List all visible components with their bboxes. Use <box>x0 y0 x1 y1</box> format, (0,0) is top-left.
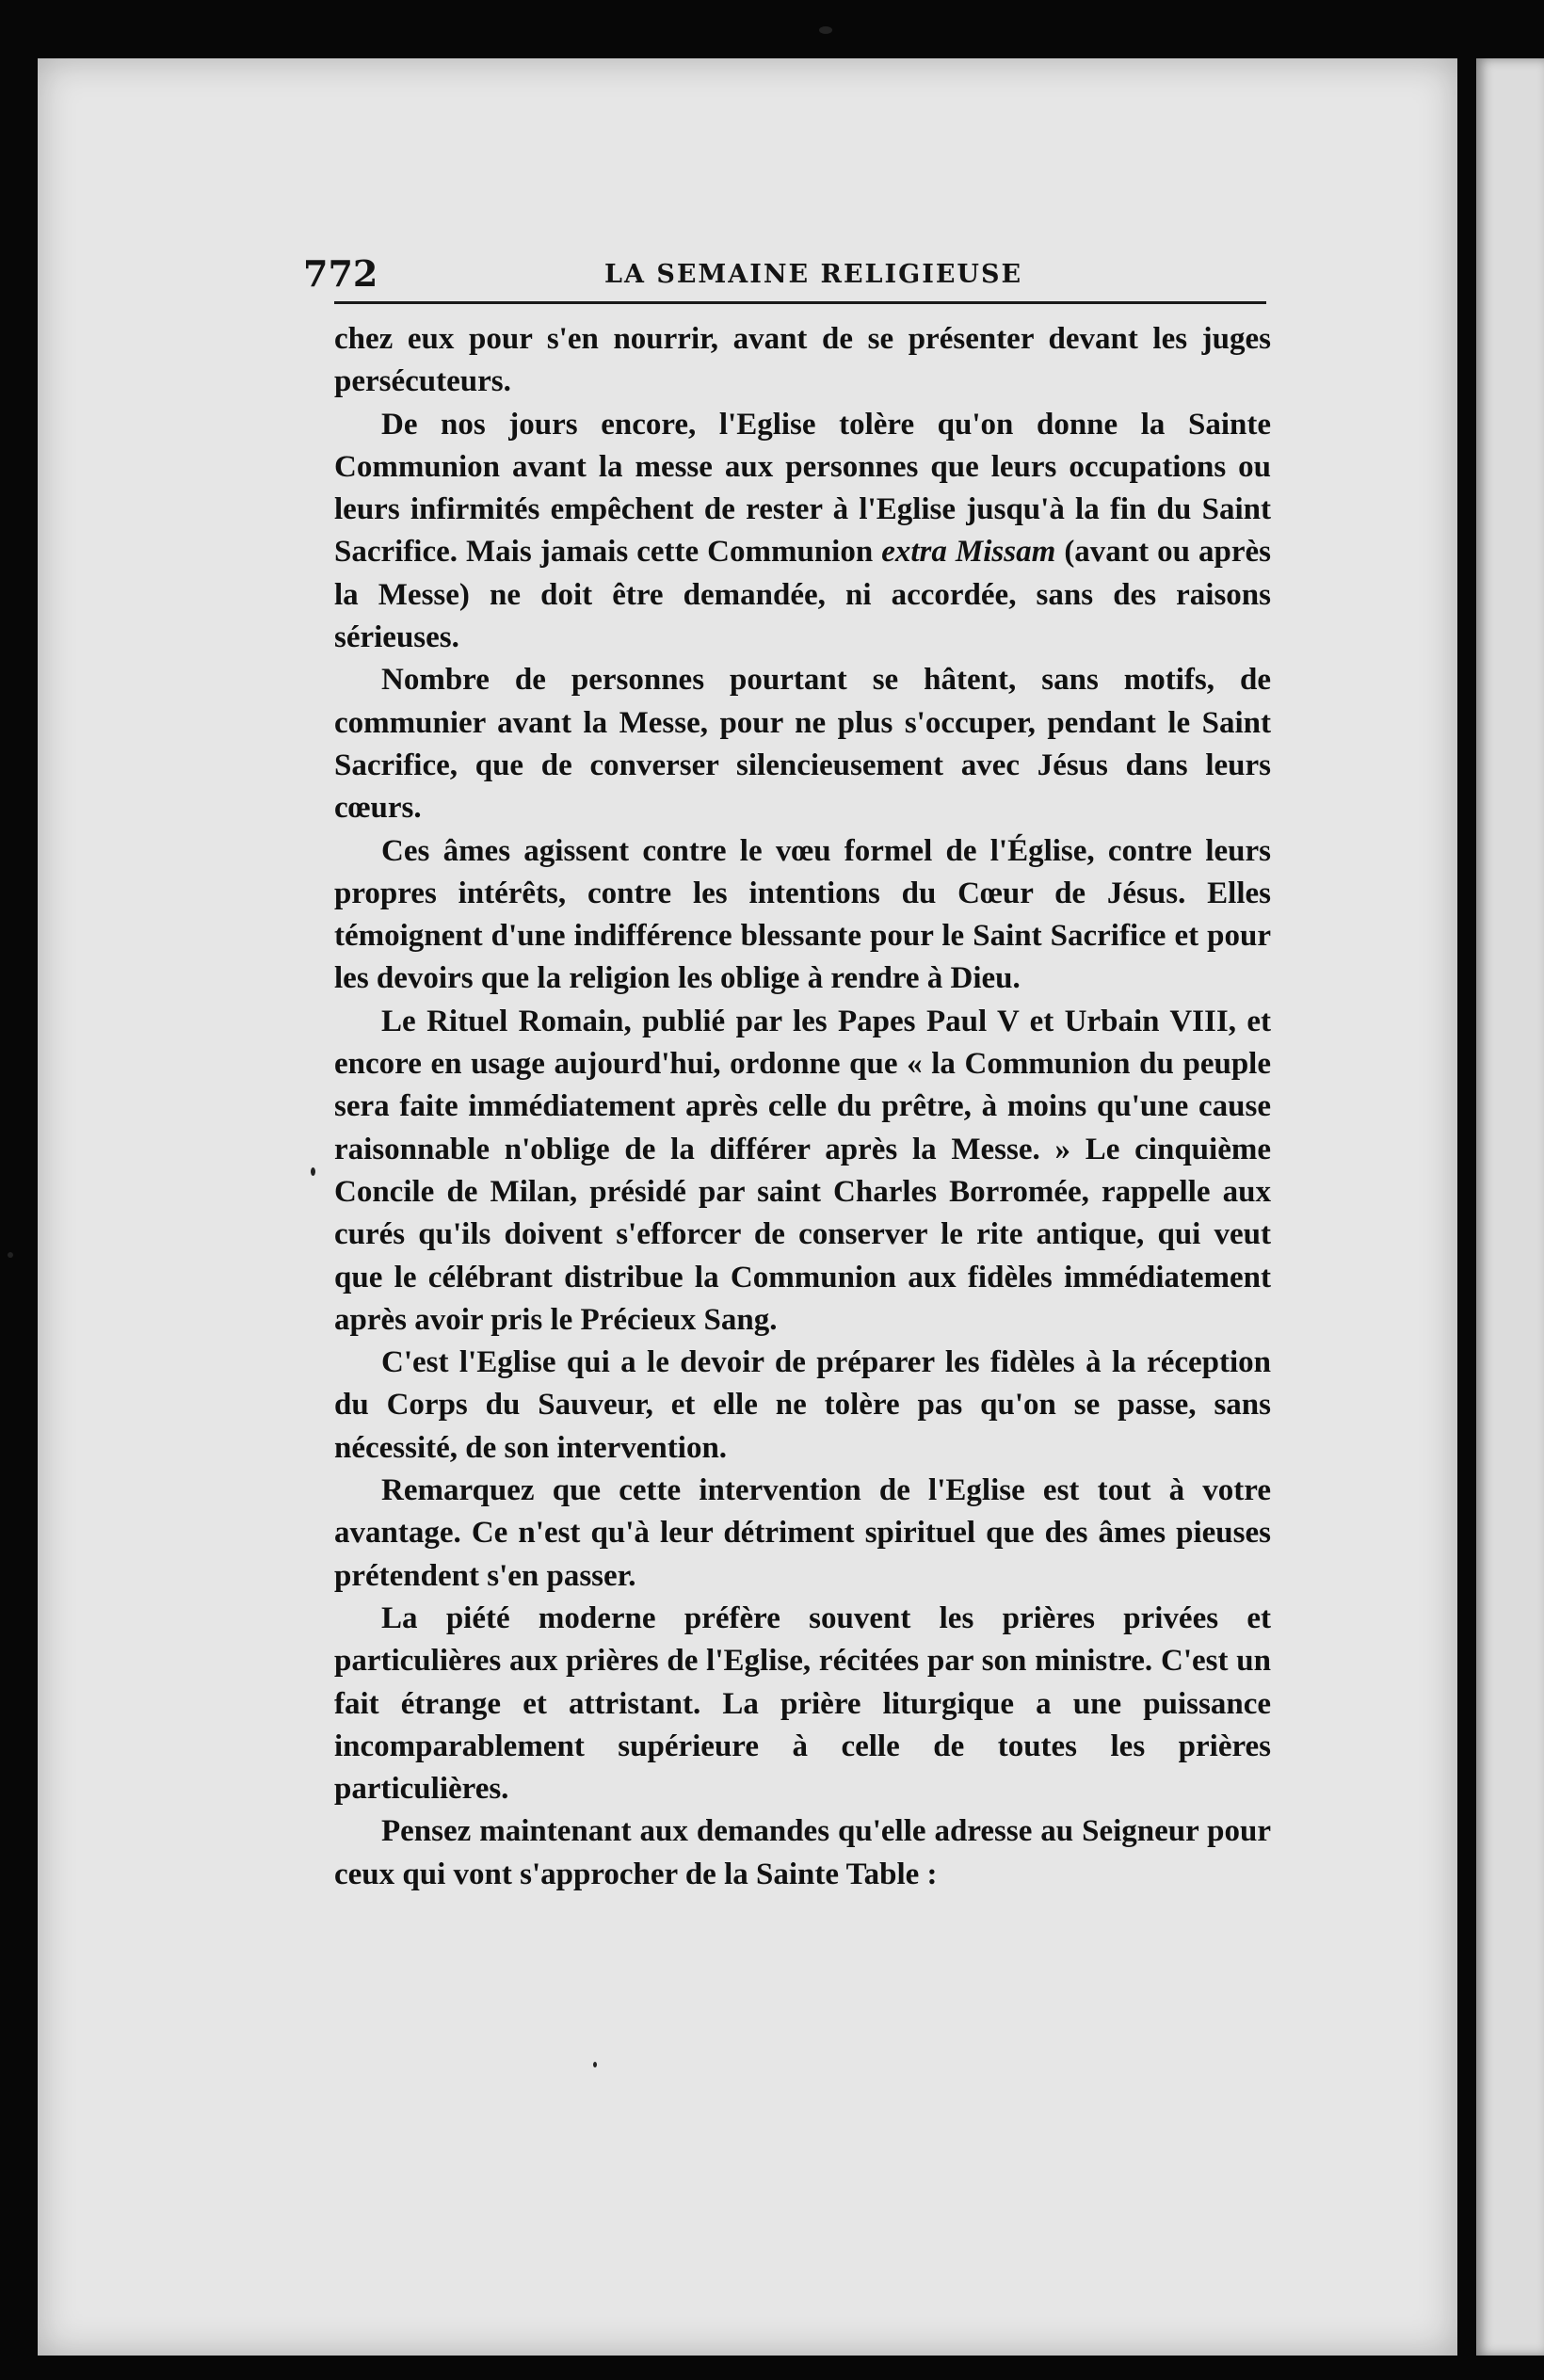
paragraph-8: La piété moderne préfère souvent les prières privées et particulières aux prières de l'Eglise, récitées par son ministre. C'est un fait étrange et attristant. La prière liturgique a une puissance incomparablement supérieure à celle de toutes les prières particulières. <box>334 1600 1271 1807</box>
paragraph-2: De nos jours encore, l'Eglise tolère qu'on donne la Sainte Communion avant la messe aux personnes que leurs occupations ou leurs infirmités empêchent de rester à l'Eglise jusqu'à la fin du Saint Sacrifice. Mais jamais cette Communion extra Missam (avant ou après la Messe) ne doit être demandée, ni accordée, sans des raisons sérieuses. <box>334 407 1272 655</box>
scan-speck <box>819 26 832 34</box>
paragraph-9: Pensez maintenant aux demandes qu'elle adresse au Seigneur pour ceux qui vont s'approcher de la Sainte Table : <box>334 1814 1271 1891</box>
running-head: LA SEMAINE RELIGIEUSE <box>604 260 1023 289</box>
paragraph-7: Remarquez que cette intervention de l'Eglise est tout à votre avantage. Ce n'est qu'à leur détriment spirituel que des âmes pieuses prétendent s'en passer. <box>334 1473 1271 1593</box>
scan-speck <box>8 1252 13 1258</box>
paragraph-4: Ces âmes agissent contre le vœu formel de l'Église, contre leurs propres intérêts, contre les intentions du Cœur de Jésus. Elles témoignent d'une indifférence blessante pour le Saint Sacrifice et pour les devoirs que la religion les oblige à rendre à Dieu. <box>334 833 1271 996</box>
latin-phrase: extra Missam <box>881 535 1056 570</box>
scan-speck <box>311 1167 315 1176</box>
paragraph-5: Le Rituel Romain, publié par les Papes Paul V et Urbain VIII, et encore en usage aujourd'hui, ordonne que « la Communion du peuple sera faite immédiatement après celle du prêtre, à moins qu'une cause raisonnable n'oblige de la différer après la Messe. » Le cinquième Concile de Milan, présidé par saint Charles Borromée, rappelle aux curés qu'ils doivent s'efforcer de conserver le rite antique, qui veut que le célébrant distribue la Communion aux fidèles immédiatement après avoir pris le Précieux Sang. <box>334 1004 1271 1337</box>
paragraph-1: chez eux pour s'en nourrir, avant de se présenter devant les juges persécuteurs. <box>334 322 1271 399</box>
page-body <box>334 318 1271 1896</box>
paragraph-6: C'est l'Eglise qui a le devoir de préparer les fidèles à la réception du Corps du Sauveur, et elle ne tolère pas qu'on se passe, sans nécessité, de son intervention. <box>334 1345 1271 1465</box>
page-number: 772 <box>303 252 378 295</box>
scan-speck <box>593 2062 597 2067</box>
page-header <box>303 252 1263 299</box>
facing-page-edge <box>1476 58 1544 2356</box>
header-rule <box>334 301 1266 304</box>
paragraph-3: Nombre de personnes pourtant se hâtent, sans motifs, de communier avant la Messe, pour ne plus s'occuper, pendant le Saint Sacrifice, que de converser silencieusement avec Jésus dans leurs cœurs. <box>334 663 1271 826</box>
